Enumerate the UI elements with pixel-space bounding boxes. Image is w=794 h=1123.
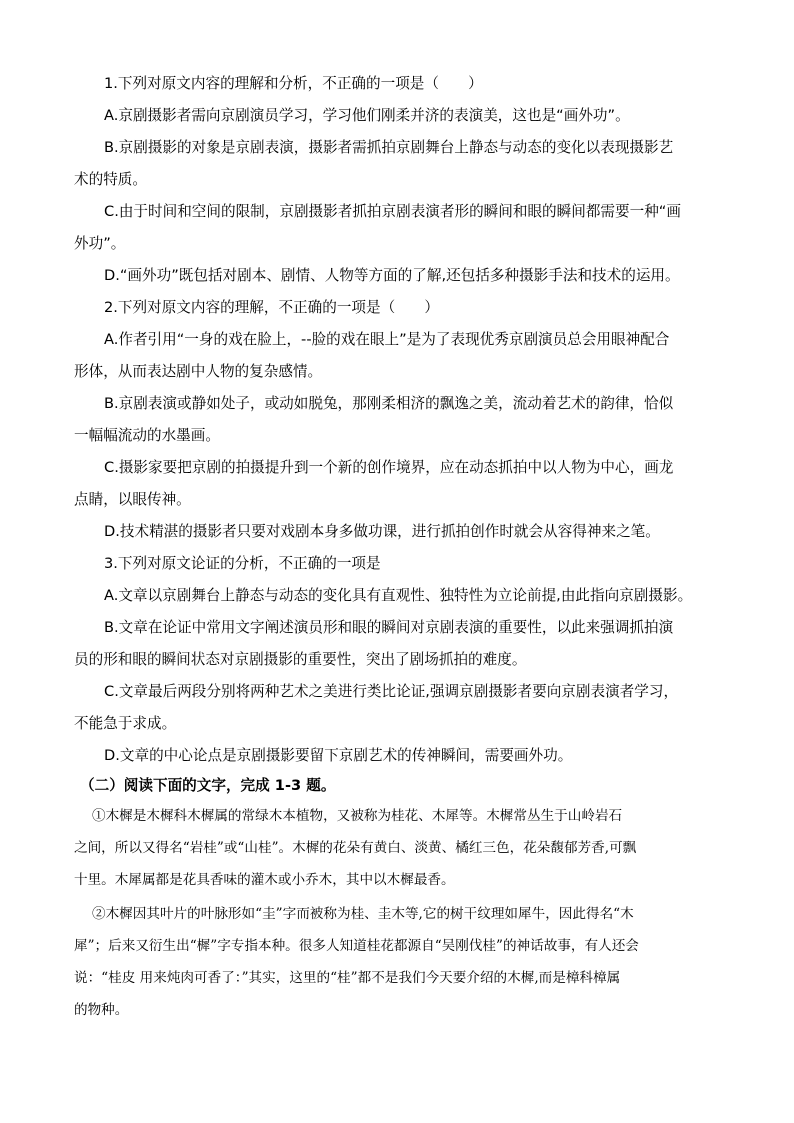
passage-paragraph-2-line-2: 犀”；后来又衍生出“樨”字专指本种。很多人知道桂花都源自“吴刚伐桂”的神话故事，有人还会	[74, 938, 639, 954]
question-2-option-a-line-2: 形体，从而表达剧中人物的复杂感情。	[74, 363, 323, 380]
passage-paragraph-2-line-1: ②木樨因其叶片的叶脉形如“圭”字而被称为桂、圭木等,它的树干纹理如犀牛，因此得名“木	[92, 906, 634, 922]
passage-paragraph-1-line-1: ①木樨是木樨科木樨属的常绿木本植物，又被称为桂花、木犀等。木樨常丛生于山岭岩石	[92, 808, 623, 824]
question-1-option-b-line-2: 术的特质。	[74, 171, 147, 188]
question-3-option-b-line-2: 员的形和眼的瞬间状态对京剧摄影的重要性，突出了剧场抓拍的难度。	[74, 651, 527, 668]
question-2-option-b-line-1: B.京剧表演或静如处子，或动如脱兔，那刚柔相济的飘逸之美，流动着艺术的韵律，恰似	[104, 395, 674, 412]
question-2-option-a-line-1: A.作者引用“一身的戏在脸上，--脸的戏在眼上”是为了表现优秀京剧演员总会用眼神配合	[104, 331, 670, 348]
question-2-option-c-line-1: C.摄影家要把京剧的拍摄提升到一个新的创作境界，应在动态抓拍中以人物为中心，画龙	[104, 459, 674, 476]
passage-paragraph-2-line-3: 说：“桂皮 用来炖肉可香了：”其实，这里的“桂”都不是我们今天要介绍的木樨,而是樟科樟属	[74, 970, 621, 986]
question-3-option-d: D.文章的中心论点是京剧摄影要留下京剧艺术的传神瞬间，需要画外功。	[104, 747, 573, 764]
question-2-option-c-line-2: 点睛，以眼传神。	[74, 491, 191, 508]
question-3-option-b-line-1: B.文章在论证中常用文字阐述演员形和眼的瞬间对京剧表演的重要性，以此来强调抓拍演	[104, 619, 674, 636]
question-2-stem: 2.下列对原文内容的理解，不正确的一项是（ ）	[104, 299, 439, 316]
question-1-option-a: A.京剧摄影者需向京剧演员学习，学习他们刚柔并济的表演美，这也是“画外功”。	[104, 107, 630, 124]
question-2-option-d: D.技术精湛的摄影者只要对戏剧本身多做功课，进行抓拍创作时就会从容得神来之笔。	[104, 523, 660, 540]
question-1-option-c-line-1: C.由于时间和空间的限制，京剧摄影者抓拍京剧表演者形的瞬间和眼的瞬间都需要一种“画	[104, 203, 681, 220]
question-3-option-c-line-2: 不能急于求成。	[74, 715, 177, 732]
section-heading: （二）阅读下面的文字，完成 1-3 题。	[80, 777, 336, 794]
question-3-option-a: A.文章以京剧舞台上静态与动态的变化具有直观性、独特性为立论前提,由此指向京剧摄影。	[104, 587, 693, 604]
passage-paragraph-2-line-4: 的物种。	[74, 1002, 129, 1018]
question-3-stem: 3.下列对原文论证的分析，不正确的一项是	[104, 555, 381, 572]
question-2-option-b-line-2: 一幅幅流动的水墨画。	[74, 427, 220, 444]
question-3-option-c-line-1: C.文章最后两段分别将两种艺术之美进行类比论证,强调京剧摄影者要向京剧表演者学习，	[104, 683, 679, 700]
question-1-option-c-line-2: 外功”。	[74, 235, 126, 252]
passage-paragraph-1-line-3: 十里。木犀属都是花具香味的灌木或小乔木，其中以木樨最香。	[74, 872, 455, 888]
passage-paragraph-1-line-2: 之间，所以又得名“岩桂”或“山桂”。木樨的花朵有黄白、淡黄、橘红三色，花朵馥郁芳香,可飘	[74, 840, 637, 856]
question-1-option-b-line-1: B.京剧摄影的对象是京剧表演，摄影者需抓拍京剧舞台上静态与动态的变化以表现摄影艺	[104, 139, 674, 156]
question-1-stem: 1.下列对原文内容的理解和分析，不正确的一项是（ ）	[104, 75, 483, 92]
question-1-option-d: D.“画外功”既包括对剧本、剧情、人物等方面的了解,还包括多种摄影手法和技术的运用。	[104, 267, 680, 284]
